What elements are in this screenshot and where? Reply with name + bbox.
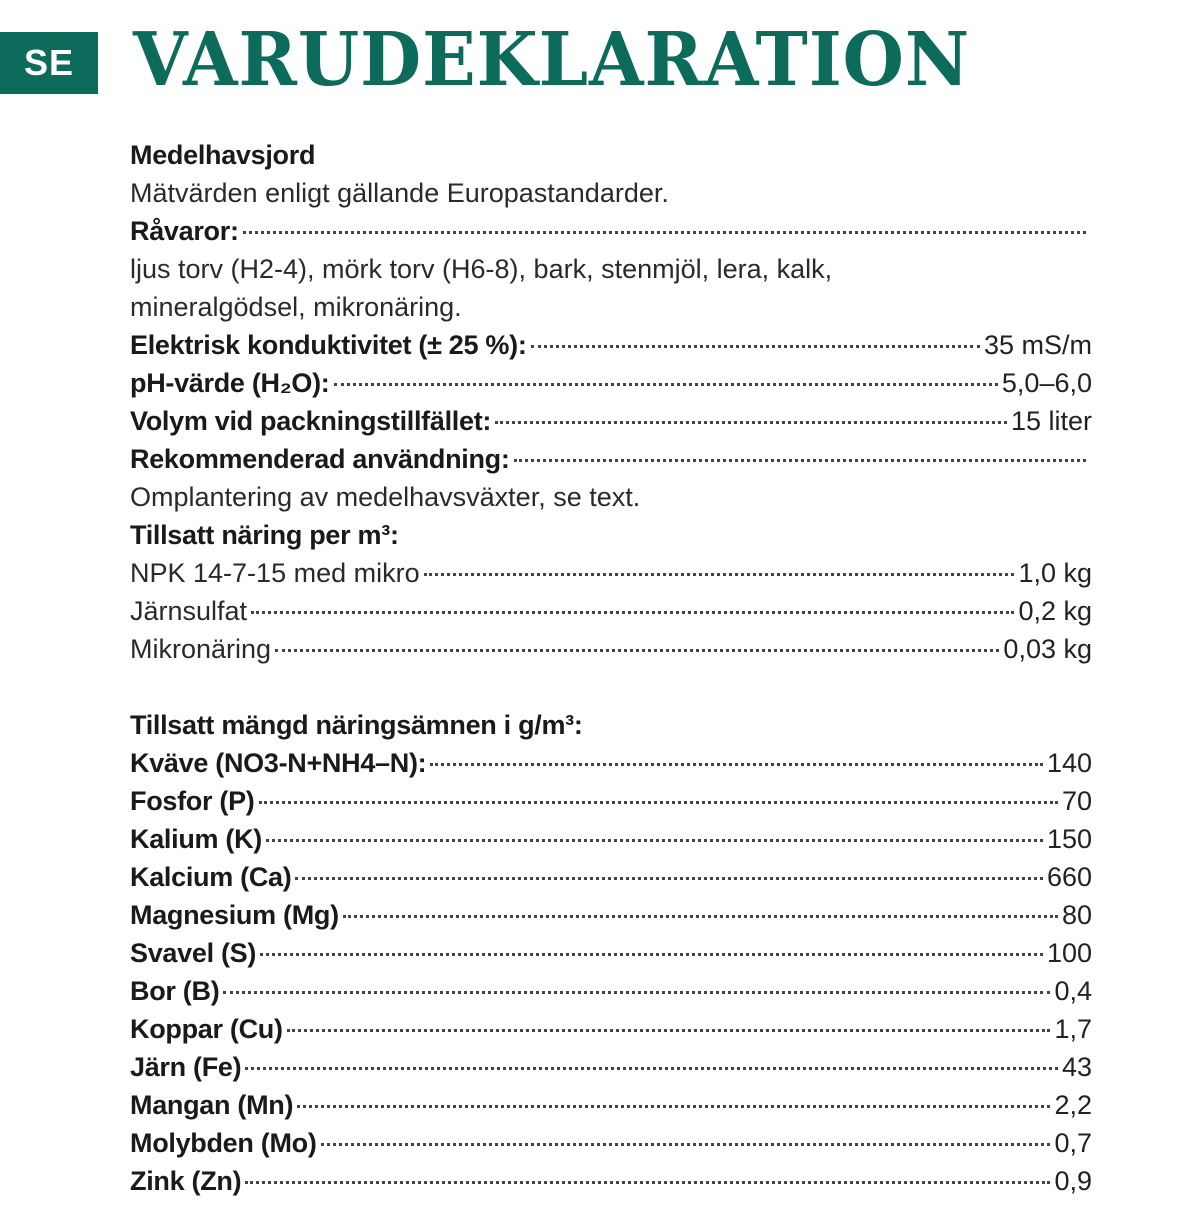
dot-leader — [424, 567, 1015, 576]
nutrient-value: 0,9 — [1054, 1166, 1092, 1196]
raw-materials-line-2: mineralgödsel, mikronäring. — [130, 292, 462, 322]
raw-materials-row — [130, 212, 1092, 250]
nutrient-row — [130, 1010, 1092, 1048]
nutrition-label: NPK 14-7-15 med mikro — [130, 558, 420, 588]
nutrient-row — [130, 782, 1092, 820]
nutrient-value: 70 — [1061, 786, 1092, 816]
dot-leader — [245, 1061, 1058, 1070]
raw-materials-line-1: ljus torv (H2-4), mörk torv (H6-8), bark, stenmjöl, lera, kalk, — [130, 254, 833, 284]
recommended-use-row — [130, 440, 1092, 478]
nutrient-label: Fosfor (P) — [130, 786, 255, 816]
nutrition-label: Mikronäring — [130, 634, 272, 664]
dot-leader — [295, 871, 1043, 880]
dot-leader — [495, 415, 1007, 424]
nutrient-value: 100 — [1046, 938, 1092, 968]
nutrient-label: Järn (Fe) — [130, 1052, 242, 1082]
nutrient-row — [130, 1162, 1092, 1200]
nutrition-row — [130, 630, 1092, 668]
dot-leader — [266, 833, 1043, 842]
nutrient-label: Mangan (Mn) — [130, 1090, 294, 1120]
nutrition-value: 0,03 kg — [1003, 634, 1092, 664]
property-row-volume — [130, 402, 1092, 440]
nutrient-value: 43 — [1061, 1052, 1092, 1082]
nutrition-value: 1,0 kg — [1018, 558, 1092, 588]
nutrient-row — [130, 858, 1092, 896]
nutrient-label: Zink (Zn) — [130, 1166, 242, 1196]
dot-leader — [243, 225, 1086, 234]
dot-leader — [251, 605, 1014, 614]
property-label: pH-värde (H₂O): — [130, 368, 330, 398]
added-nutrition-heading: Tillsatt näring per m³: — [130, 520, 399, 550]
nutrient-row — [130, 820, 1092, 858]
nutrient-label: Svavel (S) — [130, 938, 257, 968]
nutrition-row — [130, 554, 1092, 592]
product-name: Medelhavsjord — [130, 140, 316, 170]
recommended-use-text: Omplantering av medelhavsväxter, se text. — [130, 482, 641, 512]
nutrition-label: Järnsulfat — [130, 596, 248, 626]
product-declaration — [130, 136, 1092, 1200]
dot-leader — [297, 1099, 1050, 1108]
property-value: 15 liter — [1010, 406, 1092, 436]
property-value: 35 mS/m — [983, 330, 1092, 360]
nutrient-value: 660 — [1046, 862, 1092, 892]
nutrient-value: 150 — [1046, 824, 1092, 854]
dot-leader — [531, 339, 980, 348]
section-spacer — [130, 668, 1092, 706]
nutrient-label: Kväve (NO3-N+NH4–N): — [130, 748, 427, 778]
nutrient-row — [130, 1124, 1092, 1162]
nutrition-value: 0,2 kg — [1018, 596, 1092, 626]
property-row-ph — [130, 364, 1092, 402]
nutrient-value: 0,7 — [1054, 1128, 1092, 1158]
dot-leader — [287, 1023, 1051, 1032]
nutrient-row — [130, 744, 1092, 782]
property-label: Elektrisk konduktivitet (± 25 %): — [130, 330, 527, 360]
nutrient-label: Bor (B) — [130, 976, 220, 1006]
nutrient-label: Kalcium (Ca) — [130, 862, 292, 892]
nutrient-value: 0,4 — [1054, 976, 1092, 1006]
nutrient-row — [130, 1048, 1092, 1086]
nutrient-row — [130, 972, 1092, 1010]
property-row-conductivity — [130, 326, 1092, 364]
nutrient-row — [130, 934, 1092, 972]
language-badge: SE — [0, 32, 98, 94]
nutrient-value: 2,2 — [1054, 1090, 1092, 1120]
nutrition-row — [130, 592, 1092, 630]
nutrient-label: Koppar (Cu) — [130, 1014, 283, 1044]
dot-leader — [430, 757, 1043, 766]
recommended-use-label: Rekommenderad användning: — [130, 444, 510, 474]
dot-leader — [343, 909, 1058, 918]
dot-leader — [275, 643, 999, 652]
dot-leader — [259, 795, 1058, 804]
page-title: VARUDEKLARATION — [133, 17, 971, 103]
nutrient-row — [130, 896, 1092, 934]
dot-leader — [514, 453, 1086, 462]
nutrient-amounts-heading: Tillsatt mängd näringsämnen i g/m³: — [130, 710, 583, 740]
dot-leader — [223, 985, 1050, 994]
nutrient-value: 1,7 — [1054, 1014, 1092, 1044]
nutrient-label: Molybden (Mo) — [130, 1128, 317, 1158]
dot-leader — [245, 1175, 1050, 1184]
nutrient-row — [130, 1086, 1092, 1124]
property-value: 5,0–6,0 — [1001, 368, 1092, 398]
dot-leader — [260, 947, 1043, 956]
nutrient-label: Kalium (K) — [130, 824, 263, 854]
dot-leader — [334, 377, 998, 386]
dot-leader — [321, 1137, 1051, 1146]
raw-materials-label: Råvaror: — [130, 216, 239, 246]
nutrient-value: 140 — [1046, 748, 1092, 778]
nutrient-value: 80 — [1061, 900, 1092, 930]
property-label: Volym vid packningstillfället: — [130, 406, 492, 436]
standard-note: Mätvärden enligt gällande Europastandarder. — [130, 178, 669, 208]
header — [0, 17, 1200, 103]
nutrient-label: Magnesium (Mg) — [130, 900, 339, 930]
